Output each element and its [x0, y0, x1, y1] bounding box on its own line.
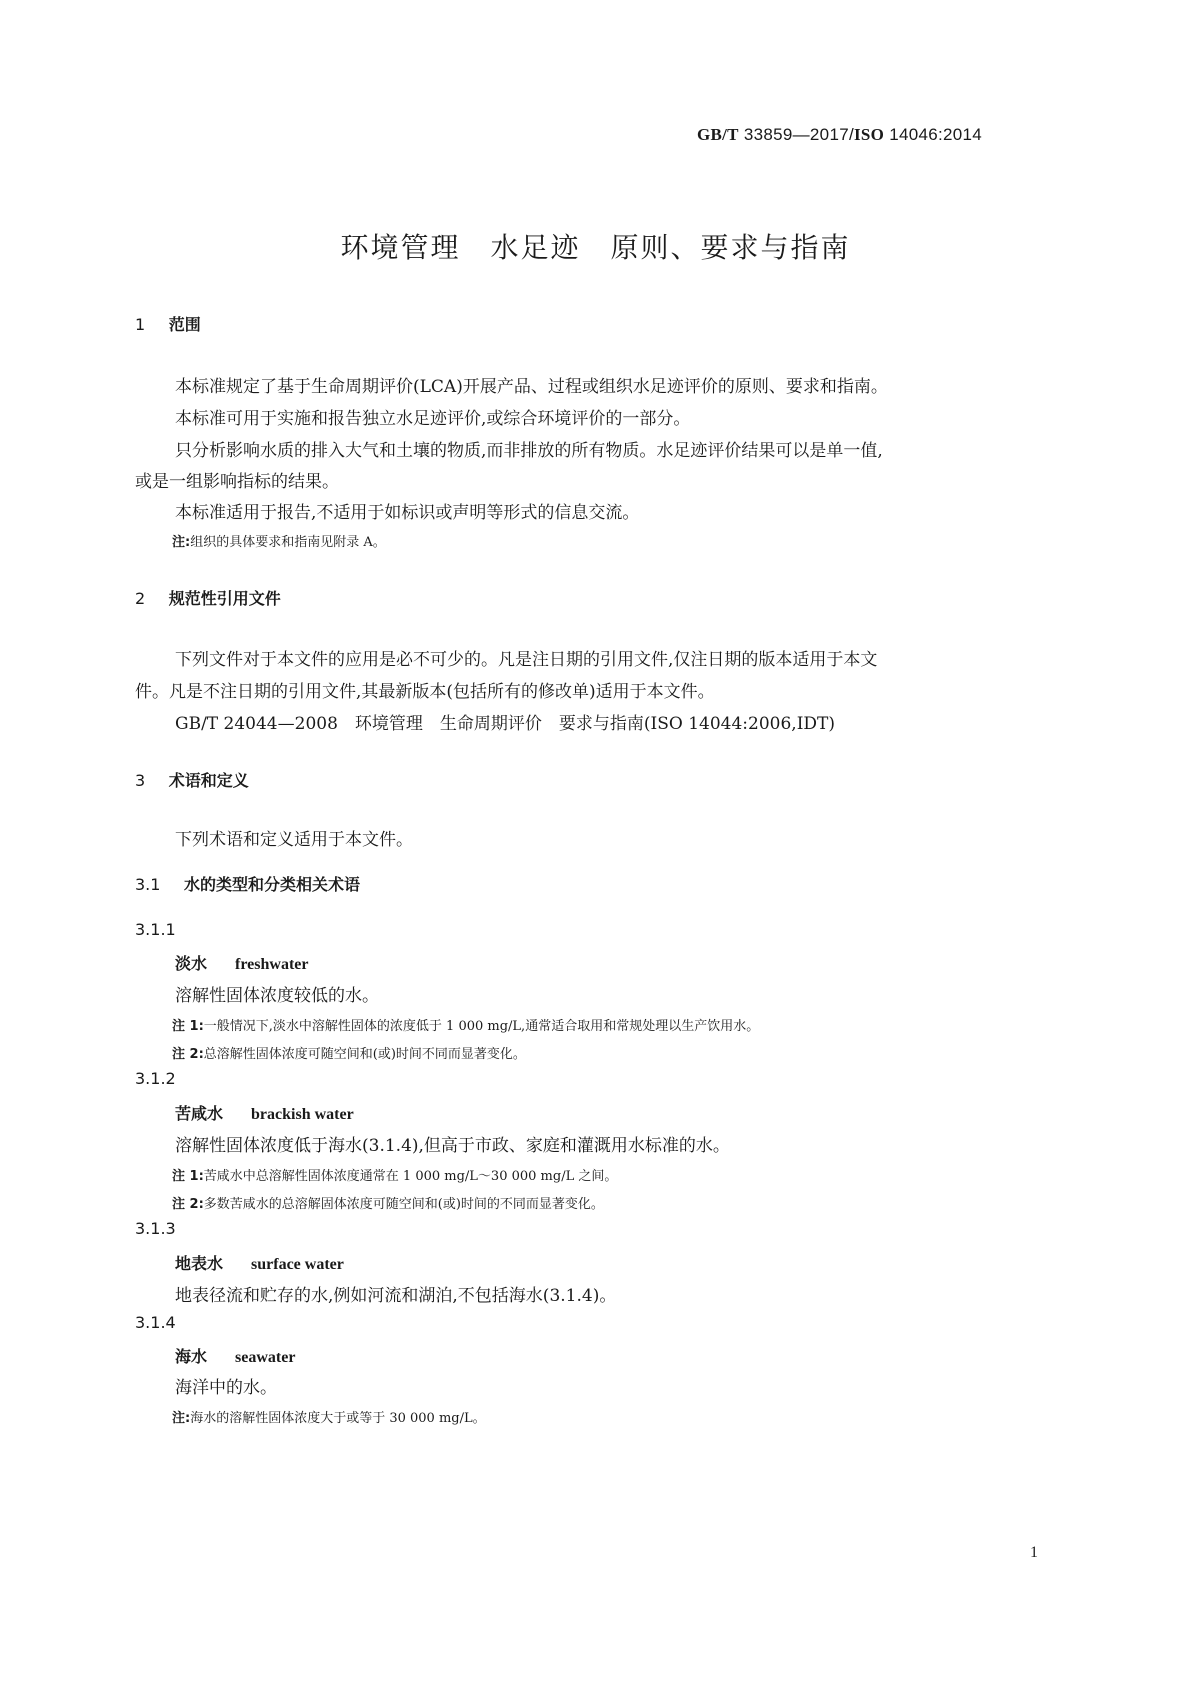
term-number: 3.1.4	[135, 1313, 176, 1332]
page-number: 1	[1030, 1544, 1038, 1561]
std-code-prefix: GB/T	[697, 125, 739, 144]
note	[172, 1165, 617, 1184]
note-label: 注:	[172, 1411, 191, 1426]
note-text: 总溶解性固体浓度可随空间和(或)时间不同而显著变化。	[203, 1047, 526, 1062]
note-label: 注 1:	[172, 1019, 204, 1034]
paragraph: 只分析影响水质的排入大气和土壤的物质,而非排放的所有物质。水足迹评价结果可以是单一值,	[175, 441, 883, 461]
term-definition: 溶解性固体浓度较低的水。	[175, 986, 379, 1006]
term-zh: 地表水	[175, 1254, 224, 1273]
term-number: 3.1.1	[135, 920, 176, 939]
note	[172, 1015, 759, 1034]
note-label: 注:	[172, 535, 191, 550]
note-text: 海水的溶解性固体浓度大于或等于 30 000 mg/L。	[190, 1411, 486, 1426]
term-en: seawater	[235, 1349, 296, 1366]
note	[172, 531, 386, 550]
term-zh: 淡水	[175, 954, 208, 973]
note-label: 注 2:	[172, 1047, 204, 1062]
section-3-heading	[135, 768, 249, 791]
subsection-3-1-heading	[135, 872, 360, 895]
term-definition: 海洋中的水。	[175, 1378, 277, 1398]
note	[172, 1043, 526, 1062]
paragraph: 下列文件对于本文件的应用是必不可少的。凡是注日期的引用文件,仅注日期的版本适用于本文	[175, 650, 878, 670]
note-text: 组织的具体要求和指南见附录 A。	[190, 535, 386, 550]
note	[172, 1193, 604, 1212]
term-definition: 溶解性固体浓度低于海水(3.1.4),但高于市政、家庭和灌溉用水标准的水。	[175, 1136, 730, 1156]
term-en: surface water	[251, 1256, 344, 1273]
subsection-title: 水的类型和分类相关术语	[184, 875, 361, 894]
term-en: brackish water	[251, 1106, 354, 1123]
term-number: 3.1.3	[135, 1219, 176, 1238]
paragraph: 本标准适用于报告,不适用于如标识或声明等形式的信息交流。	[175, 503, 640, 523]
term-heading	[175, 1101, 354, 1124]
section-number: 1	[135, 315, 146, 334]
note-text: 苦咸水中总溶解性固体浓度通常在 1 000 mg/L～30 000 mg/L 之间。	[203, 1169, 618, 1184]
std-code-iso: ISO	[853, 125, 885, 144]
std-code-iso-num: 14046:2014	[889, 125, 983, 144]
paragraph-continuation: 或是一组影响指标的结果。	[135, 472, 339, 492]
std-code-num: 33859—2017/	[743, 125, 854, 144]
term-en: freshwater	[235, 956, 309, 973]
section-number: 2	[135, 589, 146, 608]
note-label: 注 1:	[172, 1169, 204, 1184]
paragraph: 下列术语和定义适用于本文件。	[175, 830, 413, 850]
term-heading	[175, 1251, 344, 1274]
paragraph: 本标准规定了基于生命周期评价(LCA)开展产品、过程或组织水足迹评价的原则、要求和指南。	[175, 377, 888, 397]
section-title: 规范性引用文件	[168, 589, 281, 608]
section-title: 术语和定义	[168, 771, 249, 790]
normative-reference: GB/T 24044—2008 环境管理 生命周期评价 要求与指南(ISO 14044:2006,IDT)	[175, 714, 836, 734]
term-heading	[175, 951, 308, 974]
standard-code	[697, 125, 982, 145]
note-text: 多数苦咸水的总溶解固体浓度可随空间和(或)时间的不同而显著变化。	[203, 1197, 604, 1212]
term-zh: 海水	[175, 1347, 208, 1366]
subsection-number: 3.1	[135, 875, 161, 894]
note-label: 注 2:	[172, 1197, 204, 1212]
section-1-heading	[135, 312, 201, 335]
paragraph-continuation: 件。凡是不注日期的引用文件,其最新版本(包括所有的修改单)适用于本文件。	[135, 682, 715, 702]
term-number: 3.1.2	[135, 1069, 176, 1088]
note	[172, 1407, 486, 1426]
section-number: 3	[135, 771, 146, 790]
note-text: 一般情况下,淡水中溶解性固体的浓度低于 1 000 mg/L,通常适合取用和常规处理以生产饮用水。	[203, 1019, 760, 1034]
section-title: 范围	[168, 315, 201, 334]
term-heading	[175, 1344, 295, 1367]
paragraph: 本标准可用于实施和报告独立水足迹评价,或综合环境评价的一部分。	[175, 409, 691, 429]
term-zh: 苦咸水	[175, 1104, 224, 1123]
document-title: 环境管理 水足迹 原则、要求与指南	[340, 231, 851, 264]
term-definition: 地表径流和贮存的水,例如河流和湖泊,不包括海水(3.1.4)。	[175, 1286, 617, 1306]
section-2-heading	[135, 586, 281, 609]
